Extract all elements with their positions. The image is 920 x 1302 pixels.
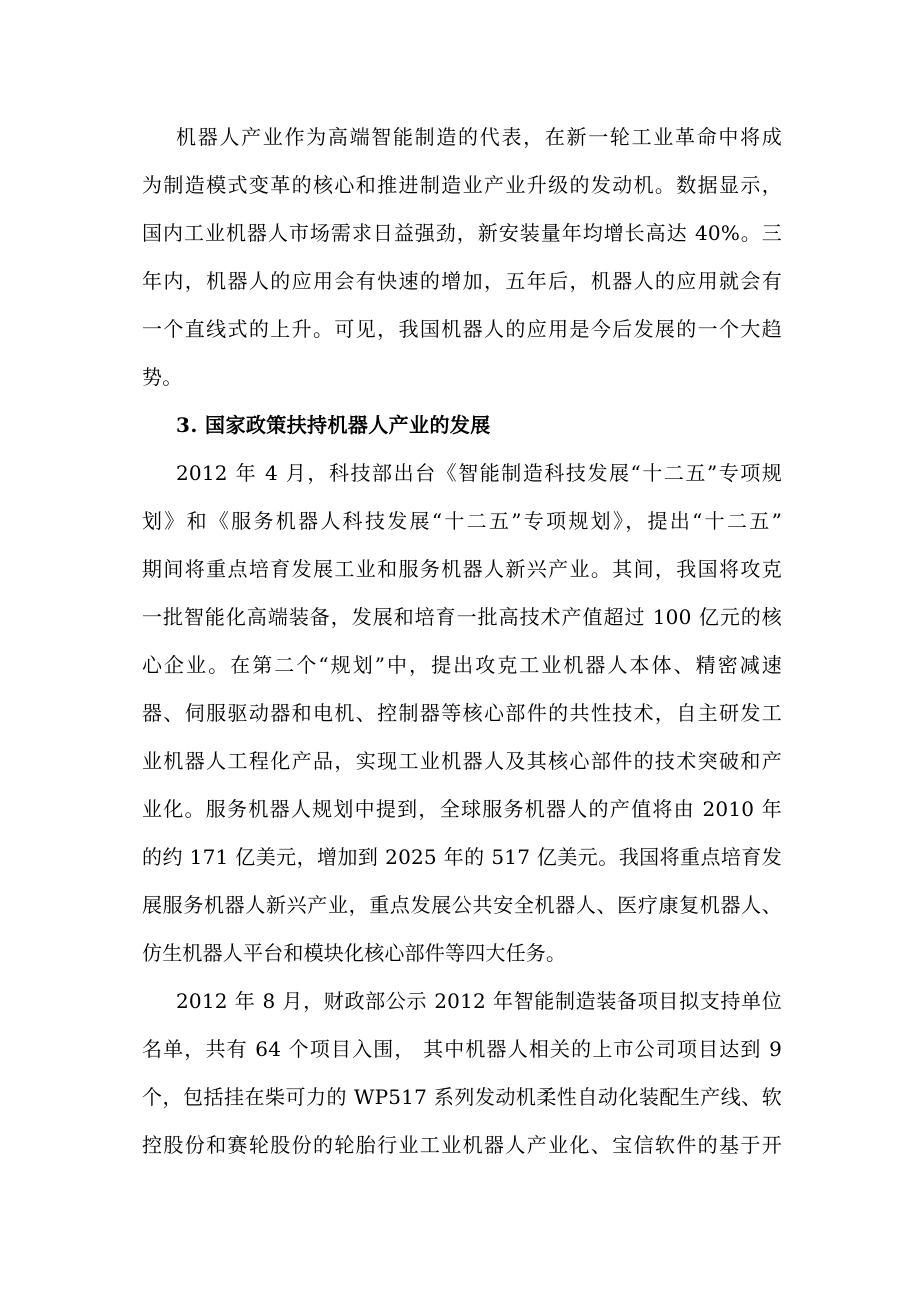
paragraph-3-line: 个，包括挂在柴可力的 WP517 系列发动机柔性自动化装配生产线、软: [142, 1085, 782, 1109]
paragraph-2-line: 一批智能化高端装备，发展和培育一批高技术产值超过 100 亿元的核: [142, 605, 782, 629]
paragraph-2-line: 期间将重点培育发展工业和服务机器人新兴产业。其间，我国将攻克: [142, 557, 782, 581]
paragraph-2-line: 仿生机器人平台和模块化核心部件等四大任务。: [142, 941, 567, 965]
paragraph-3-line: 2012 年 8 月，财政部公示 2012 年智能制造装备项目拟支持单位: [176, 989, 782, 1013]
paragraph-2-line: 划》和《服务机器人科技发展“十二五”专项规划》，提出“十二五”: [142, 509, 782, 533]
paragraph-2-line: 的约 171 亿美元，增加到 2025 年的 517 亿美元。我国将重点培育发: [142, 845, 782, 869]
paragraph-1-line: 为制造模式变革的核心和推进制造业产业升级的发动机。数据显示，: [142, 173, 782, 197]
paragraph-2-line: 展服务机器人新兴产业，重点发展公共安全机器人、医疗康复机器人、: [142, 893, 782, 917]
paragraph-1-line: 机器人产业作为高端智能制造的代表，在新一轮工业革命中将成: [176, 125, 782, 149]
paragraph-2-line: 2012 年 4 月，科技部出台《智能制造科技发展“十二五”专项规: [176, 461, 782, 485]
paragraph-2-line: 心企业。在第二个“规划”中，提出攻克工业机器人本体、精密减速: [142, 653, 782, 677]
paragraph-2-line: 器、伺服驱动器和电机、控制器等核心部件的共性技术，自主研发工: [142, 701, 782, 725]
section-heading: 3. 国家政策扶持机器人产业的发展: [176, 413, 491, 437]
paragraph-2-line: 业化。服务机器人规划中提到，全球服务机器人的产值将由 2010 年: [142, 797, 782, 821]
paragraph-1-line: 一个直线式的上升。可见，我国机器人的应用是今后发展的一个大趋: [142, 317, 782, 341]
paragraph-1-line: 年内，机器人的应用会有快速的增加，五年后，机器人的应用就会有: [142, 269, 782, 293]
paragraph-2-line: 业机器人工程化产品，实现工业机器人及其核心部件的技术突破和产: [142, 749, 782, 773]
paragraph-1-line: 国内工业机器人市场需求日益强劲，新安装量年均增长高达 40%。三: [142, 221, 782, 245]
paragraph-3-line: 名单，共有 64 个项目入围， 其中机器人相关的上市公司项目达到 9: [142, 1037, 782, 1061]
paragraph-1-line: 势。: [142, 365, 183, 389]
paragraph-3-line: 控股份和赛轮股份的轮胎行业工业机器人产业化、宝信软件的基于开: [142, 1133, 782, 1157]
